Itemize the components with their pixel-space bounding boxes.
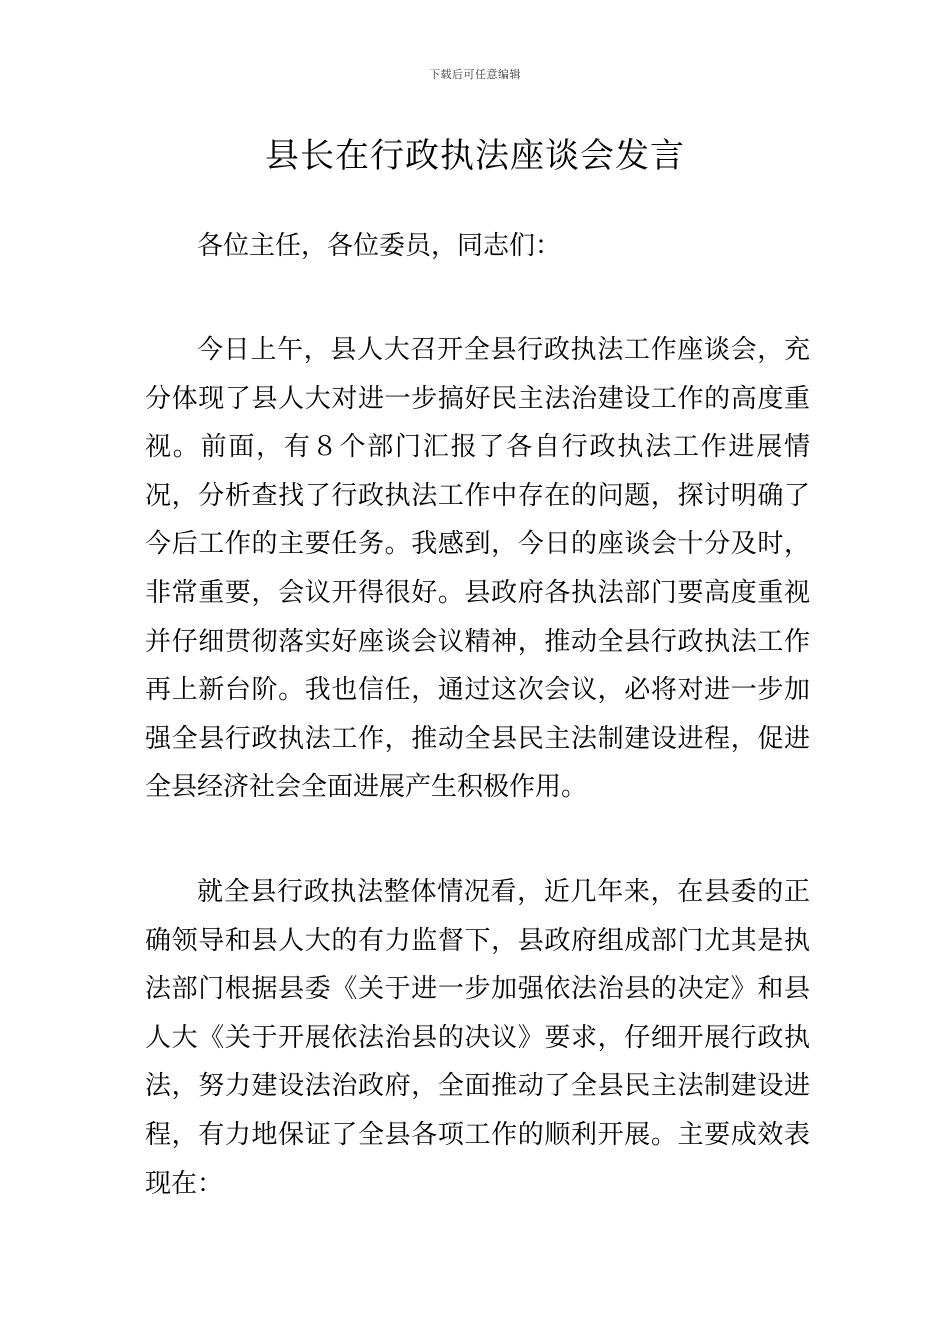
document-title: 县长在行政执法座谈会发言	[265, 136, 685, 176]
header-note: 下载后可任意编辑	[429, 68, 521, 81]
paragraph-2: 就全县行政执法整体情况看，近几年来，在县委的正确领导和县人大的有力监督下，县政府组成部门尤其是执法部门根据县委《关于进一步加强依法治县的决定》和县人大《关于开展依法治县的决议》要求，仔细开展行政执法，努力建设法治政府，全面推动了全县民主法制建设进程，有力地保证了全县各项工作的顺利开展。主要成效表现在：	[145, 877, 810, 1199]
paragraph-1: 今日上午，县人大召开全县行政执法工作座谈会，充分体现了县人大对进一步搞好民主法治建设工作的高度重视。前面，有８个部门汇报了各自行政执法工作进展情况，分析查找了行政执法工作中存在的问题，探讨明确了今后工作的主要任务。我感到，今日的座谈会十分及时，非常重要，会议开得很好。县政府各执法部门要高度重视并仔细贯彻落实好座谈会议精神，推动全县行政执法工作再上新台阶。我也信任，通过这次会议，必将对进一步加强全县行政执法工作，推动全县民主法制建设进程，促进全县经济社会全面进展产生积极作用。	[145, 335, 810, 803]
salutation: 各位主任，各位委员，同志们：	[197, 231, 562, 261]
